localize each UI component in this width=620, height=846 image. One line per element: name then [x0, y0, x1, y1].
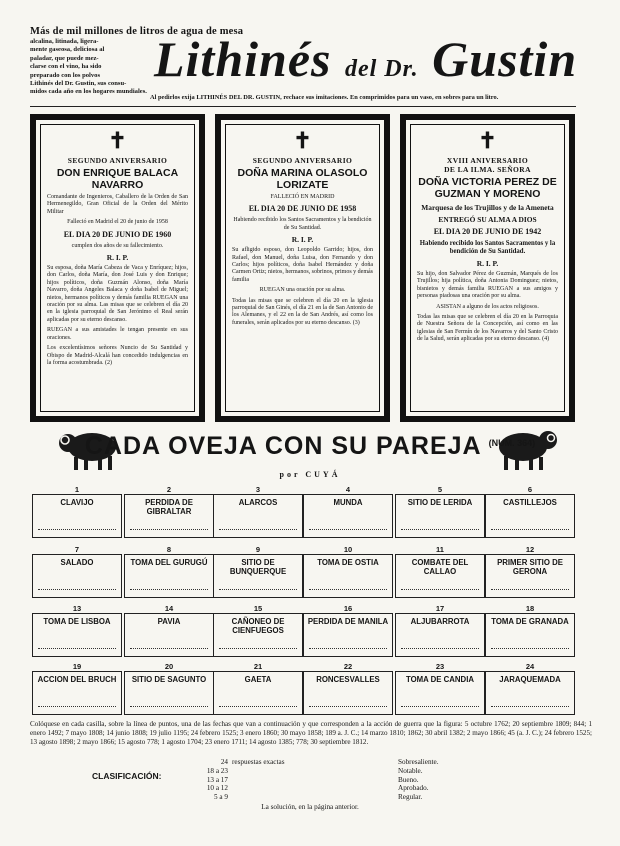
brand-small: del Dr.: [344, 56, 419, 82]
cell-number: 17: [435, 604, 445, 613]
puzzle-cell[interactable]: [32, 494, 122, 538]
obituary-frame: [225, 124, 380, 412]
puzzle-cell[interactable]: [303, 671, 393, 715]
cell-label: CLAVIJO: [60, 498, 94, 507]
cell-label: SITIO DE SAGUNTO: [131, 675, 207, 684]
puzzle-cell[interactable]: [213, 554, 303, 598]
obituary-intro: FALLECIÓ EN MADRID: [270, 194, 335, 200]
ad-body-line: Lithinés del Dr. Gustin, sus consu-: [30, 80, 127, 88]
answer-line[interactable]: [309, 648, 387, 649]
cell-label: ACCION DEL BRUCH: [37, 675, 117, 684]
obituary-date: EL DIA 20 DE JUNIO DE 1960: [63, 229, 172, 239]
ad-body-line: paladar, que puede mez-: [30, 54, 99, 62]
puzzle-cell[interactable]: [395, 494, 485, 538]
cell-number: 20: [164, 662, 174, 671]
obituary-rip: R. I. P.: [106, 253, 129, 263]
obituary-name: DON ENRIQUE BALACA NAVARRO: [56, 167, 179, 191]
solution-note: La solución, en la página anterior.: [261, 803, 359, 811]
grade-label: Aprobado.: [398, 784, 429, 793]
obituary-anniversary: SEGUNDO ANIVERSARIO: [67, 156, 168, 165]
cell-number: 8: [166, 545, 172, 554]
cell-label: SITIO DE LERIDA: [407, 498, 473, 507]
obituary-after-date: Habiendo recibido los Santos Sacramentos y la bendición de Su Santidad.: [233, 217, 372, 231]
score-range: 5 a 9: [214, 793, 228, 802]
cell-number: 19: [72, 662, 82, 671]
answer-line[interactable]: [491, 706, 569, 707]
cell-label: COMBATE DEL CALLAO: [411, 558, 469, 576]
puzzle-cell[interactable]: [124, 494, 214, 538]
puzzle-cell[interactable]: [395, 671, 485, 715]
classification-row: [190, 784, 439, 793]
obituary-name: DOÑA VICTORIA PEREZ DE GUZMAN Y MORENO: [418, 176, 557, 200]
cell-label: TOMA DE CANDIA: [405, 675, 474, 684]
answer-line[interactable]: [309, 589, 387, 590]
obituary-rip: R. I. P.: [291, 235, 314, 245]
cell-label: MUNDA: [333, 498, 363, 507]
answer-line[interactable]: [491, 529, 569, 530]
answer-line[interactable]: [219, 706, 297, 707]
answer-line[interactable]: [130, 648, 208, 649]
classification-label: CLASIFICACIÓN:: [92, 771, 162, 781]
ad-body-line: alcalina, litinada, ligera-: [30, 38, 99, 45]
answer-line[interactable]: [130, 706, 208, 707]
cross-icon: ✝: [108, 128, 127, 153]
cross-icon: ✝: [293, 128, 312, 153]
cell-number: 15: [253, 604, 263, 613]
classification-row: [190, 776, 439, 785]
puzzle-cell[interactable]: [213, 494, 303, 538]
cell-number: 23: [435, 662, 445, 671]
puzzle-cell[interactable]: [124, 554, 214, 598]
answer-line[interactable]: [219, 589, 297, 590]
puzzle-cell[interactable]: [395, 613, 485, 657]
cell-label: CAÑONEO DE CIENFUEGOS: [231, 617, 285, 635]
obituary-olasolo: [215, 114, 390, 422]
puzzle-title-text: CADA OVEJA CON SU PAREJA: [84, 432, 481, 460]
cross-icon: ✝: [478, 128, 497, 153]
obituary-after-date: Habiendo recibido los Santos Sacramentos y la bendición de Su Santidad.: [419, 240, 556, 255]
lithines-advertisement: [30, 26, 576, 107]
grade-label: Sobresaliente.: [398, 758, 439, 766]
puzzle-cell[interactable]: [124, 613, 214, 657]
obituary-intro: ENTREGÓ SU ALMA A DIOS: [438, 215, 537, 224]
cell-number: 14: [164, 604, 174, 613]
cell-number: 7: [74, 545, 80, 554]
puzzle-instructions: Colóquese en cada casilla, sobre la línea de puntos, una de las fechas que van a continuación y que corresponden a la acción de guerra que la figura: 5 octubre 1762; 20 septiembre 1809; 844; 1 enero 1492; 7 mayo 1808; 14 junio 1808; 19 julio 1195; 24 febrero 1525; 3 enero 1860; 30 mayo 1858; 189 a. J. C.; 14 marzo 1810; 1862; 30 abril 1382; 2 mayo 1866; 45 (a. J. C.); 24 febrero 1525; 13 agosto 1898; 2 mayo 1866; 15 agosto 778; 1 agosto 1704; 23 enero 1711; 14 agosto 1385; 778; 30 septiembre 1812.: [30, 720, 592, 746]
ad-body-line: clarse con el vino, ha sido: [30, 63, 102, 71]
cell-label: PRIMER SITIO DE GERONA: [497, 558, 563, 576]
grade-label: Notable.: [398, 766, 423, 775]
puzzle-cell[interactable]: [32, 554, 122, 598]
cell-label: JARAQUEMADA: [499, 675, 561, 684]
answer-line[interactable]: [401, 529, 479, 530]
cell-number: 6: [527, 485, 533, 494]
puzzle-cell[interactable]: [395, 554, 485, 598]
puzzle-cell[interactable]: [32, 613, 122, 657]
cell-number: 9: [255, 545, 261, 554]
cell-label: SITIO DE BUNQUERQUE: [229, 558, 287, 576]
cell-label: GAETA: [244, 675, 272, 684]
cell-number: 22: [343, 662, 353, 671]
cell-number: 3: [255, 485, 261, 494]
cell-number: 16: [343, 604, 353, 613]
ad-body: [30, 38, 148, 97]
classification-row: [190, 793, 439, 802]
cell-number: 11: [436, 545, 444, 554]
answer-line[interactable]: [38, 529, 116, 530]
answer-line[interactable]: [491, 589, 569, 590]
obituary-name: DOÑA MARINA OLASOLO LORIZATE: [237, 167, 368, 191]
cell-label: TOMA DE GRANADA: [491, 617, 569, 626]
puzzle-cell[interactable]: [213, 671, 303, 715]
score-text: respuestas exactas: [232, 758, 285, 766]
obituary-date: EL DIA 20 DE JUNIO DE 1958: [248, 204, 357, 214]
obituary-anniversary: XVIII ANIVERSARIO: [446, 156, 529, 165]
obituary-after-date: cumplen dos años de su fallecimiento.: [71, 242, 164, 249]
answer-line[interactable]: [401, 706, 479, 707]
cell-label: RONCESVALLES: [316, 675, 380, 684]
obituary-death: Falleció en Madrid el 20 de junio de 1958: [67, 219, 168, 226]
obituary-anniversary: SEGUNDO ANIVERSARIO: [252, 156, 353, 165]
cell-label: SALADO: [60, 558, 94, 567]
answer-line[interactable]: [38, 648, 116, 649]
answer-line[interactable]: [219, 529, 297, 530]
puzzle-cell[interactable]: [32, 671, 122, 715]
puzzle-cell[interactable]: [485, 671, 575, 715]
puzzle-cell[interactable]: [303, 613, 393, 657]
answer-line[interactable]: [38, 589, 116, 590]
obituary-rip: R. I. P.: [476, 259, 499, 268]
puzzle-cell[interactable]: [303, 554, 393, 598]
obituary-body: Su hijo, don Salvador Pérez de Guzmán, Marqués de los Trujillos; hija política, doña Antonia Dominguez; nietos, bisnietos y demás familia RUEGAN a sus amigos y personas piadosas una oración por su alma.: [417, 271, 558, 300]
obituary-balaca: [30, 114, 205, 422]
cell-number: 12: [525, 545, 535, 554]
cell-number: 21: [253, 662, 263, 671]
cell-label: TOMA DE OSTIA: [317, 558, 379, 567]
ad-headline: Más de mil millones de litros de agua de mesa: [30, 26, 244, 37]
obituary-body: Su afligido esposo, don Leopoldo Garrido; hijos, don Rafael, don Manuel, doña Luisa, don Fernando y don Carlos; hijos políticos, doña Isabel Hernández y doña Carmen Ortiz; nietos, hermanos, sobrinos, primos y demás familia: [232, 247, 373, 283]
puzzle-cell[interactable]: [213, 613, 303, 657]
cell-label: CASTILLEJOS: [503, 498, 557, 507]
cell-number: 10: [343, 545, 353, 554]
obituary-pray: RUEGAN una oración por su alma.: [259, 287, 346, 294]
cell-number: 4: [345, 485, 351, 494]
puzzle-cell[interactable]: [485, 494, 575, 538]
answer-line[interactable]: [130, 529, 208, 530]
obituary-frame: [40, 124, 195, 412]
cell-label: PERDIDA DE MANILA: [307, 617, 389, 626]
answer-line[interactable]: [401, 648, 479, 649]
obituary-intro: Comandante de Ingenieros, Caballero de la Orden de San Hermenegildo, Gran Oficial de la Orden del Mérito Militar: [47, 194, 188, 215]
obituary-subtitle: Marquesa de los Trujillos y de la Ameneta: [421, 203, 554, 212]
puzzle-cell[interactable]: [485, 554, 575, 598]
puzzle-title: [0, 432, 620, 461]
ad-body-line: preparado con los polvos: [30, 71, 101, 79]
obituary-footer: Todas las misas que se celebren el día 20 en la iglesia parroquial de San Ginés, el día 21 en la de San Antonio de los Alemanes, y el 22 en la de San Andrés, así como los funerales, serán aplicados por su eterno descanso. (3): [232, 297, 373, 326]
ad-brand-logo: [154, 30, 577, 98]
answer-line[interactable]: [401, 589, 479, 590]
answer-line[interactable]: [491, 648, 569, 649]
answer-line[interactable]: [309, 529, 387, 530]
obituary-footer: Todas las misas que se celebren el día 20 en la Parroquia de Nuestra Señora de la Concepción, así como en las iglesias de San Fermín de los Navarros y del Santo Cristo de la Salud, serán aplicadas por su eterno descanso. (4): [417, 314, 558, 343]
classification-row: [190, 767, 439, 776]
obituary-anniversary-line2: DE LA ILMA. SEÑORA: [444, 165, 531, 174]
answer-line[interactable]: [130, 589, 208, 590]
cell-number: 5: [437, 485, 443, 494]
score-range: 13 a 17: [206, 775, 228, 784]
classification-row: [190, 758, 439, 767]
puzzle-cell[interactable]: [303, 494, 393, 538]
brand-name: Gustin: [432, 31, 578, 87]
answer-line[interactable]: [38, 706, 116, 707]
score-range: 18 a 23: [206, 766, 228, 775]
obituary-date: EL DIA 20 DE JUNIO DE 1942: [433, 227, 542, 236]
cell-label: ALARCOS: [238, 498, 278, 507]
obituary-frame: [410, 124, 565, 412]
puzzle-author: por CUYÁ: [279, 470, 341, 479]
obituary-pray: ASISTAN a alguno de los actos religiosos.: [436, 303, 539, 310]
grade-label: Regular.: [398, 793, 423, 802]
answer-line[interactable]: [219, 648, 297, 649]
ad-body-line: midos cada año en los hogares mundiales.: [30, 88, 147, 96]
ad-footer: Al pedirlos exija LITHINÉS DEL DR. GUSTIN, rechace sus imitaciones. En comprimidos para un vaso, en sobres para un litro.: [150, 94, 499, 101]
cell-number: 18: [525, 604, 535, 613]
cell-number: 24: [525, 662, 535, 671]
obituary-body: Su esposa, doña María Cabeza de Vaca y Enríquez; hijos, don Carlos, doña María, don José Luis y don Enrique; hijos políticos, doña Guzmán Alonso, doña María Navarro, doña Angeles Balaca y doña Isabel de Miguel; nietos, hermanos políticos y demás familia RUEGAN una oración por su alma. Las misas que se celebren el día 20 en la iglesia parroquial de San Jerónimo el Real serán aplicadas por su eterno descanso.: [47, 265, 188, 323]
cell-number: 1: [74, 485, 80, 494]
ad-body-line: mente gaseosa, deliciosa al: [30, 46, 105, 54]
brand-main: Lithinés: [154, 31, 332, 87]
cell-label: TOMA DEL GURUGÚ: [130, 558, 208, 567]
score-range: 10 a 12: [206, 784, 228, 793]
obituary-perez-de-guzman: [400, 114, 575, 422]
cell-number: 2: [166, 485, 172, 494]
obituary-pray: RUEGAN a sus amistades le tengan presente en sus oraciones.: [47, 327, 188, 341]
classification-table: [190, 758, 439, 802]
cell-label: PAVIA: [157, 617, 181, 626]
cell-label: PERDIDA DE GIBRALTAR: [145, 498, 193, 516]
score-range: 24: [220, 758, 228, 766]
puzzle-cell[interactable]: [124, 671, 214, 715]
cell-label: ALJUBARROTA: [410, 617, 470, 626]
puzzle-cell[interactable]: [485, 613, 575, 657]
answer-line[interactable]: [309, 706, 387, 707]
obituary-footer: Los excelentísimos señores Nuncio de Su Santidad y Obispo de Madrid-Alcalá han concedido indulgencias en la forma acostumbrada. (2): [47, 345, 188, 366]
cell-label: TOMA DE LISBOA: [43, 617, 111, 626]
cell-number: 13: [72, 604, 82, 613]
puzzle-number: (NUM. 364): [488, 438, 536, 448]
grade-label: Bueno.: [398, 775, 419, 784]
